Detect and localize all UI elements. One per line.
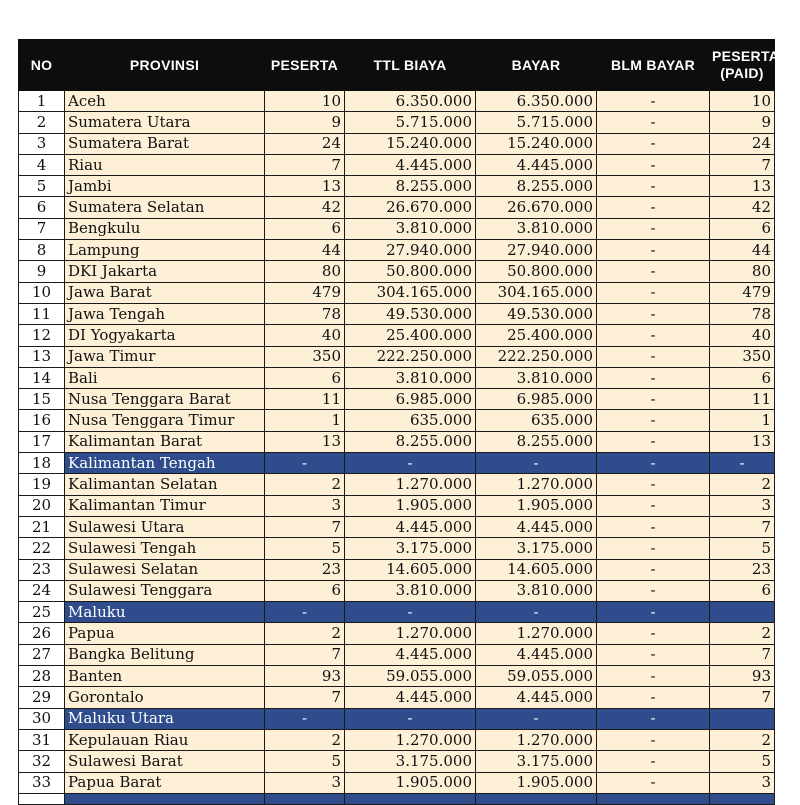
cell-ttl-biaya[interactable]: 8.255.000 [345,176,476,197]
cell-ttl-biaya[interactable]: 3.175.000 [345,751,476,772]
cell-no[interactable]: 23 [19,559,65,580]
table-row [19,559,775,580]
cell-no[interactable]: 26 [19,623,65,644]
cell-provinsi[interactable]: Jawa Barat [65,282,265,303]
cell-peserta-paid[interactable]: 24 [710,133,775,154]
cell-peserta[interactable]: 7 [265,154,345,175]
cell-peserta[interactable]: 479 [265,282,345,303]
cell-bayar[interactable]: 59.055.000 [476,666,597,687]
cell-peserta-paid[interactable]: 3 [710,772,775,793]
table-row [19,261,775,282]
provinsi-payment-table [18,39,780,805]
table-row [19,325,775,346]
cell-peserta[interactable]: - [265,708,345,729]
cell-bayar[interactable]: 27.940.000 [476,240,597,261]
table-row [19,154,775,175]
cell-peserta-paid[interactable]: 7 [710,644,775,665]
cell-ttl-biaya[interactable]: 1.905.000 [345,772,476,793]
table-row [19,602,775,623]
cell-peserta[interactable]: - [265,453,345,474]
cell-no[interactable]: 17 [19,431,65,452]
cell-bayar[interactable]: 635.000 [476,410,597,431]
cell-blm-bayar[interactable]: - [597,666,710,687]
cell-bayar[interactable]: 6.350.000 [476,91,597,112]
cell-ttl-biaya[interactable]: 6.985.000 [345,389,476,410]
cell-peserta[interactable]: - [265,602,345,623]
cell-bayar[interactable]: 5.715.000 [476,112,597,133]
cell-blm-bayar[interactable]: - [597,197,710,218]
cell-blm-bayar[interactable]: - [597,346,710,367]
cell-peserta-paid[interactable]: 93 [710,666,775,687]
cell-blm-bayar[interactable]: - [597,218,710,239]
cell-blm-bayar[interactable]: - [597,410,710,431]
cell-ttl-biaya[interactable]: 4.445.000 [345,644,476,665]
cell-blm-bayar[interactable]: - [597,303,710,324]
cell-no[interactable]: 15 [19,389,65,410]
cell-peserta-paid[interactable]: 2 [710,729,775,750]
cell-bayar[interactable]: 8.255.000 [476,176,597,197]
table-row [19,303,775,324]
cell-peserta-paid[interactable]: 23 [710,559,775,580]
cell-peserta-paid[interactable]: 9 [710,112,775,133]
cell-ttl-biaya[interactable]: 14.605.000 [345,559,476,580]
cell-blm-bayar[interactable]: - [597,751,710,772]
cell-blm-bayar[interactable]: - [597,729,710,750]
table-row [19,729,775,750]
cell-partial [476,793,597,804]
cell-peserta-paid[interactable]: 479 [710,282,775,303]
cell-provinsi[interactable]: DKI Jakarta [65,261,265,282]
cell-peserta-paid[interactable]: 2 [710,623,775,644]
table-row [19,495,775,516]
cell-peserta-paid[interactable]: 6 [710,367,775,388]
cell-partial [345,793,476,804]
cell-no[interactable]: 16 [19,410,65,431]
cell-bayar[interactable]: 8.255.000 [476,431,597,452]
cell-bayar[interactable]: 3.810.000 [476,580,597,601]
cell-ttl-biaya[interactable]: 49.530.000 [345,303,476,324]
table-row [19,176,775,197]
cell-peserta[interactable]: 80 [265,261,345,282]
cell-no[interactable]: 25 [19,602,65,623]
header-blm-bayar[interactable]: BLM BAYAR [597,40,710,91]
cell-partial [19,793,65,804]
cell-ttl-biaya[interactable]: 6.350.000 [345,91,476,112]
cell-blm-bayar[interactable]: - [597,367,710,388]
cell-provinsi[interactable]: Sumatera Barat [65,133,265,154]
cell-peserta[interactable]: 93 [265,666,345,687]
cell-bayar[interactable]: 1.905.000 [476,495,597,516]
cell-provinsi[interactable]: Banten [65,666,265,687]
table-row [19,112,775,133]
cell-peserta-paid[interactable]: 1 [710,410,775,431]
header-peserta[interactable]: PESERTA [265,40,345,91]
cell-no[interactable]: 5 [19,176,65,197]
cell-peserta[interactable]: 350 [265,346,345,367]
cell-ttl-biaya[interactable]: 4.445.000 [345,687,476,708]
table-row [19,240,775,261]
cell-peserta-paid[interactable]: 7 [710,687,775,708]
cell-provinsi[interactable]: Kalimantan Tengah [65,453,265,474]
cell-bayar[interactable]: 222.250.000 [476,346,597,367]
cell-bayar[interactable]: 1.270.000 [476,623,597,644]
cell-blm-bayar[interactable]: - [597,495,710,516]
cell-blm-bayar[interactable]: - [597,240,710,261]
cell-bayar[interactable]: 4.445.000 [476,154,597,175]
cell-peserta-paid[interactable]: 44 [710,240,775,261]
cell-blm-bayar[interactable]: - [597,538,710,559]
cell-peserta[interactable]: 6 [265,580,345,601]
cell-no[interactable]: 1 [19,91,65,112]
cell-peserta[interactable]: 6 [265,367,345,388]
cell-peserta-paid[interactable]: 80 [710,261,775,282]
cell-ttl-biaya[interactable]: 4.445.000 [345,516,476,537]
cell-no[interactable]: 10 [19,282,65,303]
header-peserta-paid-line1: PESERTA [712,48,780,64]
cell-ttl-biaya[interactable]: 1.270.000 [345,474,476,495]
cell-peserta-paid[interactable]: 42 [710,197,775,218]
cell-peserta-paid[interactable]: 350 [710,346,775,367]
cell-peserta[interactable]: 78 [265,303,345,324]
table-row [19,346,775,367]
cell-bayar[interactable]: 1.905.000 [476,772,597,793]
table-row [19,410,775,431]
table-row [19,474,775,495]
cell-provinsi[interactable]: Sumatera Selatan [65,197,265,218]
cell-peserta-paid[interactable]: 3 [710,495,775,516]
cell-no[interactable]: 20 [19,495,65,516]
cell-peserta[interactable]: 3 [265,772,345,793]
cell-peserta[interactable]: 44 [265,240,345,261]
cell-no[interactable]: 19 [19,474,65,495]
cell-bayar[interactable]: - [476,708,597,729]
cell-blm-bayar[interactable]: - [597,516,710,537]
cell-provinsi[interactable]: DI Yogyakarta [65,325,265,346]
cell-bayar[interactable]: 6.985.000 [476,389,597,410]
cell-ttl-biaya[interactable]: 8.255.000 [345,431,476,452]
cell-blm-bayar[interactable]: - [597,623,710,644]
cell-provinsi[interactable]: Gorontalo [65,687,265,708]
table-row-partial [19,793,775,804]
cell-blm-bayar[interactable]: - [597,644,710,665]
cell-peserta[interactable]: 9 [265,112,345,133]
cell-peserta-paid[interactable]: 5 [710,751,775,772]
cell-bayar[interactable]: 3.810.000 [476,218,597,239]
cell-ttl-biaya[interactable]: 1.905.000 [345,495,476,516]
cell-blm-bayar[interactable]: - [597,431,710,452]
cell-blm-bayar[interactable]: - [597,602,710,623]
cell-provinsi[interactable]: Kalimantan Timur [65,495,265,516]
cell-no[interactable]: 13 [19,346,65,367]
cell-provinsi[interactable]: Sulawesi Utara [65,516,265,537]
cell-bayar[interactable]: 4.445.000 [476,644,597,665]
table-row [19,91,775,112]
cell-peserta[interactable]: 7 [265,516,345,537]
cell-provinsi[interactable]: Kalimantan Selatan [65,474,265,495]
cell-peserta[interactable]: 13 [265,176,345,197]
cell-provinsi[interactable]: Sulawesi Barat [65,751,265,772]
table-row [19,623,775,644]
cell-peserta-paid[interactable]: 11 [710,389,775,410]
cell-peserta[interactable]: 3 [265,495,345,516]
cell-peserta[interactable]: 23 [265,559,345,580]
cell-no[interactable]: 29 [19,687,65,708]
cell-no[interactable]: 24 [19,580,65,601]
cell-provinsi[interactable]: Papua [65,623,265,644]
cell-peserta-paid[interactable]: 13 [710,431,775,452]
cell-provinsi[interactable]: Kepulauan Riau [65,729,265,750]
cell-blm-bayar[interactable]: - [597,282,710,303]
cell-peserta[interactable]: 2 [265,623,345,644]
cell-peserta[interactable]: 2 [265,474,345,495]
cell-blm-bayar[interactable]: - [597,474,710,495]
cell-blm-bayar[interactable]: - [597,580,710,601]
cell-peserta[interactable]: 5 [265,751,345,772]
cell-ttl-biaya[interactable]: 15.240.000 [345,133,476,154]
cell-peserta[interactable]: 10 [265,91,345,112]
cell-bayar[interactable]: - [476,602,597,623]
cell-provinsi[interactable]: Jawa Timur [65,346,265,367]
cell-peserta-paid[interactable]: 40 [710,325,775,346]
cell-bayar[interactable]: 3.175.000 [476,751,597,772]
table-body [19,91,775,805]
cell-partial [65,793,265,804]
cell-blm-bayar[interactable]: - [597,708,710,729]
cell-bayar[interactable]: 1.270.000 [476,474,597,495]
header-no[interactable]: NO [19,40,65,91]
cell-peserta[interactable]: 2 [265,729,345,750]
cell-no[interactable]: 9 [19,261,65,282]
cell-blm-bayar[interactable]: - [597,389,710,410]
cell-peserta-paid[interactable]: 7 [710,516,775,537]
header-ttl-biaya[interactable]: TTL BIAYA [345,40,476,91]
cell-blm-bayar[interactable]: - [597,687,710,708]
cell-no[interactable]: 7 [19,218,65,239]
cell-blm-bayar[interactable]: - [597,91,710,112]
cell-bayar[interactable]: 49.530.000 [476,303,597,324]
table-row [19,218,775,239]
cell-peserta-paid[interactable]: 5 [710,538,775,559]
cell-blm-bayar[interactable]: - [597,772,710,793]
table-row [19,772,775,793]
header-peserta-paid[interactable] [710,40,780,91]
cell-ttl-biaya[interactable]: 304.165.000 [345,282,476,303]
cell-no[interactable]: 31 [19,729,65,750]
cell-blm-bayar[interactable]: - [597,112,710,133]
cell-peserta-paid[interactable]: 78 [710,303,775,324]
cell-ttl-biaya[interactable]: 4.445.000 [345,154,476,175]
cell-ttl-biaya[interactable]: - [345,453,476,474]
cell-blm-bayar[interactable]: - [597,453,710,474]
table-row [19,666,775,687]
cell-bayar[interactable]: 26.670.000 [476,197,597,218]
table-row [19,389,775,410]
header-bayar[interactable]: BAYAR [476,40,597,91]
header-provinsi[interactable]: PROVINSI [65,40,265,91]
table-header [19,40,780,91]
cell-provinsi[interactable]: Lampung [65,240,265,261]
cell-peserta[interactable]: 6 [265,218,345,239]
table-row [19,580,775,601]
cell-blm-bayar[interactable]: - [597,176,710,197]
cell-peserta[interactable]: 1 [265,410,345,431]
cell-no[interactable]: 14 [19,367,65,388]
cell-peserta-paid[interactable]: 2 [710,474,775,495]
cell-peserta[interactable]: 5 [265,538,345,559]
table-row [19,708,775,729]
cell-bayar[interactable]: 4.445.000 [476,516,597,537]
cell-ttl-biaya[interactable]: 27.940.000 [345,240,476,261]
cell-partial [597,793,710,804]
cell-bayar[interactable]: 304.165.000 [476,282,597,303]
table-row [19,751,775,772]
cell-no[interactable]: 27 [19,644,65,665]
cell-ttl-biaya[interactable]: 3.810.000 [345,367,476,388]
cell-peserta-paid[interactable]: 13 [710,176,775,197]
cell-no[interactable]: 30 [19,708,65,729]
cell-ttl-biaya[interactable]: 1.270.000 [345,623,476,644]
cell-provinsi[interactable]: Jambi [65,176,265,197]
cell-ttl-biaya[interactable]: 3.810.000 [345,580,476,601]
cell-peserta[interactable]: 24 [265,133,345,154]
cell-blm-bayar[interactable]: - [597,261,710,282]
cell-no[interactable]: 4 [19,154,65,175]
cell-bayar[interactable]: 3.810.000 [476,367,597,388]
cell-peserta[interactable]: 13 [265,431,345,452]
cell-ttl-biaya[interactable]: 222.250.000 [345,346,476,367]
cell-peserta-paid[interactable] [710,708,775,729]
cell-partial [265,793,345,804]
cell-ttl-biaya[interactable]: 635.000 [345,410,476,431]
cell-bayar[interactable]: 25.400.000 [476,325,597,346]
cell-no[interactable]: 33 [19,772,65,793]
cell-peserta-paid[interactable]: 6 [710,580,775,601]
cell-provinsi[interactable]: Jawa Tengah [65,303,265,324]
cell-no[interactable]: 22 [19,538,65,559]
cell-ttl-biaya[interactable]: 25.400.000 [345,325,476,346]
cell-provinsi[interactable]: Sulawesi Tenggara [65,580,265,601]
cell-provinsi[interactable]: Bali [65,367,265,388]
cell-ttl-biaya[interactable]: 50.800.000 [345,261,476,282]
cell-peserta-paid[interactable] [710,602,775,623]
cell-provinsi[interactable]: Nusa Tenggara Barat [65,389,265,410]
table-row [19,516,775,537]
cell-bayar[interactable]: 1.270.000 [476,729,597,750]
cell-no[interactable]: 28 [19,666,65,687]
cell-bayar[interactable]: - [476,453,597,474]
cell-no[interactable]: 6 [19,197,65,218]
cell-peserta-paid[interactable]: 7 [710,154,775,175]
cell-peserta[interactable]: 42 [265,197,345,218]
cell-provinsi[interactable]: Maluku Utara [65,708,265,729]
cell-ttl-biaya[interactable]: 26.670.000 [345,197,476,218]
cell-provinsi[interactable]: Nusa Tenggara Timur [65,410,265,431]
cell-ttl-biaya[interactable]: 59.055.000 [345,666,476,687]
cell-no[interactable]: 2 [19,112,65,133]
cell-ttl-biaya[interactable]: 3.810.000 [345,218,476,239]
cell-blm-bayar[interactable]: - [597,559,710,580]
cell-peserta-paid[interactable]: 6 [710,218,775,239]
cell-provinsi[interactable]: Sumatera Utara [65,112,265,133]
cell-no[interactable]: 8 [19,240,65,261]
cell-provinsi[interactable]: Riau [65,154,265,175]
table-row [19,453,775,474]
cell-provinsi[interactable]: Kalimantan Barat [65,431,265,452]
cell-partial [710,793,775,804]
cell-peserta[interactable]: 11 [265,389,345,410]
cell-ttl-biaya[interactable]: 3.175.000 [345,538,476,559]
cell-ttl-biaya[interactable]: 1.270.000 [345,729,476,750]
cell-peserta-paid[interactable]: - [710,453,775,474]
table-row [19,282,775,303]
cell-no[interactable]: 11 [19,303,65,324]
cell-blm-bayar[interactable]: - [597,325,710,346]
cell-peserta[interactable]: 7 [265,644,345,665]
cell-ttl-biaya[interactable]: - [345,708,476,729]
cell-provinsi[interactable]: Bangka Belitung [65,644,265,665]
header-row [19,40,775,91]
cell-blm-bayar[interactable]: - [597,133,710,154]
cell-provinsi[interactable]: Aceh [65,91,265,112]
cell-bayar[interactable]: 14.605.000 [476,559,597,580]
table-row [19,133,775,154]
cell-peserta[interactable]: 7 [265,687,345,708]
cell-bayar[interactable]: 15.240.000 [476,133,597,154]
cell-provinsi[interactable]: Bengkulu [65,218,265,239]
header-peserta-paid-line2: (PAID) [720,65,764,81]
cell-provinsi[interactable]: Papua Barat [65,772,265,793]
cell-peserta[interactable]: 40 [265,325,345,346]
table-row [19,644,775,665]
cell-provinsi[interactable]: Sulawesi Selatan [65,559,265,580]
table-row [19,431,775,452]
cell-blm-bayar[interactable]: - [597,154,710,175]
cell-ttl-biaya[interactable]: 5.715.000 [345,112,476,133]
cell-bayar[interactable]: 4.445.000 [476,687,597,708]
table-row [19,687,775,708]
cell-no[interactable]: 32 [19,751,65,772]
cell-provinsi[interactable]: Sulawesi Tengah [65,538,265,559]
cell-bayar[interactable]: 50.800.000 [476,261,597,282]
spreadsheet [18,39,780,805]
table-row [19,197,775,218]
cell-no[interactable]: 21 [19,516,65,537]
cell-no[interactable]: 18 [19,453,65,474]
table-row [19,538,775,559]
table-row [19,367,775,388]
cell-ttl-biaya[interactable]: - [345,602,476,623]
cell-bayar[interactable]: 3.175.000 [476,538,597,559]
cell-no[interactable]: 12 [19,325,65,346]
cell-no[interactable]: 3 [19,133,65,154]
cell-provinsi[interactable]: Maluku [65,602,265,623]
cell-peserta-paid[interactable]: 10 [710,91,775,112]
